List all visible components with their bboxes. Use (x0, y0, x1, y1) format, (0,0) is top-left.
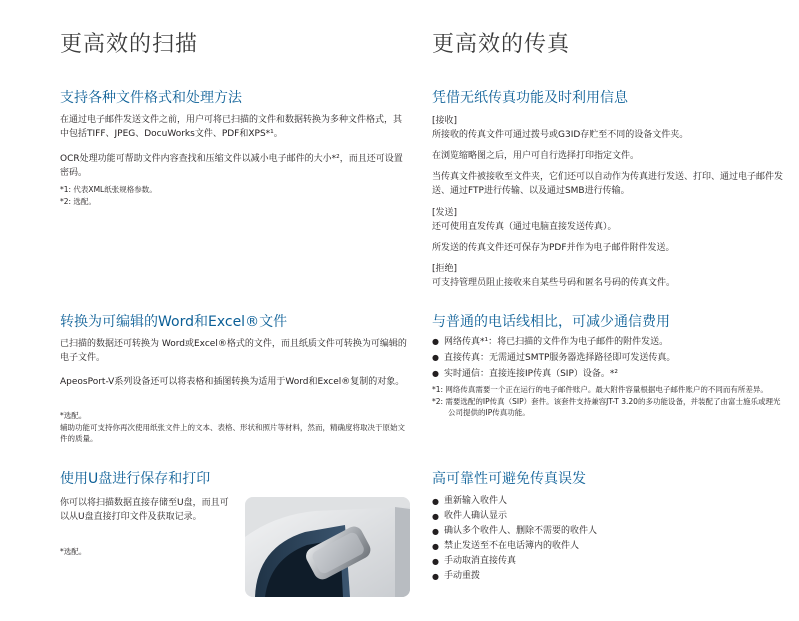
bracket-label-receive: [接收] (432, 116, 458, 126)
paragraph: 在浏览缩略图之后，用户可自行选择打印指定文件。 (432, 151, 640, 161)
list-item: ● 禁止发送至不在电话簿内的收件人 (432, 539, 782, 554)
paragraph: 你可以将扫描数据直接存储至U盘，而且可以从U盘直接打印文件及获取记录。 (60, 498, 229, 522)
paragraph: 当传真文件被接收至文件夹，它们还可以自动作为传真进行发送、打印、通过电子邮件发送、通过FTP进行传输、以及通过SMB进行传输。 (432, 172, 784, 196)
right-page-title: 更高效的传真 (432, 32, 571, 57)
list-item: ● 网络传真*¹：将已扫描的文件作为电子邮件的附件发送。 (432, 334, 782, 350)
bracket-label-send: [发送] (432, 208, 458, 218)
footnote: *选配。 (60, 411, 87, 420)
cost-footnotes (432, 384, 782, 419)
paragraph: 还可使用直发传真（通过电脑直接发送传真）。 (432, 222, 617, 232)
footnote: *1: 代表XML纸张规格参数。 (60, 185, 157, 194)
footnote: *1: 网络传真需要一个正在运行的电子邮件账户。最大附件容量根据电子邮件账户的不同而有所差异。 (432, 385, 768, 394)
section-heading-file-formats: 支持各种文件格式和处理方法 (60, 90, 242, 106)
paragraph: OCR处理功能可帮助文件内容查找和压缩文件以减小电子邮件的大小*²，而且还可设置密码。 (60, 154, 403, 178)
section-heading-reduce-cost: 与普通的电话线相比，可减少通信费用 (432, 314, 670, 330)
list-item: ● 手动取消直接传真 (432, 554, 782, 569)
footnote: *选配。 (60, 547, 87, 556)
paragraph: 所接收的传真文件可通过拨号或G3ID存贮至不同的设备文件夹。 (432, 130, 689, 140)
list-item: ● 重新输入收件人 (432, 494, 782, 509)
reliability-bullet-list (432, 494, 782, 584)
paragraph: 已扫描的数据还可转换为 Word或Excel®格式的文件，而且纸质文件可转换为可编辑的电子文件。 (60, 339, 407, 363)
section-heading-usb-save-print: 使用U盘进行保存和打印 (60, 471, 211, 487)
list-item: ● 收件人确认显示 (432, 509, 782, 524)
list-item: ● 直接传真：无需通过SMTP服务器选择路径即可发送传真。 (432, 350, 782, 366)
paragraph: 可支持管理员阻止接收来自某些号码和匿名号码的传真文件。 (432, 278, 676, 288)
bracket-label-reject: [拒绝] (432, 264, 458, 274)
left-page-title: 更高效的扫描 (60, 32, 199, 57)
section-heading-reliability: 高可靠性可避免传真误发 (432, 471, 586, 487)
footnote: *2: 选配。 (60, 197, 96, 206)
section-heading-paperless-fax: 凭借无纸传真功能及时利用信息 (432, 90, 628, 106)
list-item: ● 实时通信：直接连接IP传真（SIP）设备。*² (432, 366, 782, 382)
paragraph: 所发送的传真文件还可保存为PDF并作为电子邮件附件发送。 (432, 243, 675, 253)
footnote: 辅助功能可支持你再次使用纸张文件上的文本、表格、形状和照片等材料，然而，精确度将取决于原始文件的质量。 (60, 423, 405, 443)
list-item: ● 手动重拨 (432, 569, 782, 584)
cost-bullet-list (432, 334, 782, 382)
paragraph: ApeosPort-V系列设备还可以将表格和插图转换为适用于Word和Excel®复制的对象。 (60, 377, 405, 387)
usb-drive-photo (245, 497, 410, 597)
list-item: ● 确认多个收件人、删除不需要的收件人 (432, 524, 782, 539)
footnote: *2: 需要选配的IP传真（SIP）套件。该套件支持兼容JT-T 3.20的多功能设备，并装配了由富士施乐或理光公司提供的IP传真功能。 (432, 397, 781, 417)
section-heading-editable-word-excel: 转换为可编辑的Word和Excel®文件 (60, 314, 288, 330)
paragraph: 在通过电子邮件发送文件之前，用户可将已扫描的文件和数据转换为多种文件格式，其中包括TIFF、JPEG、DocuWorks文件、PDF和XPS*¹。 (60, 115, 403, 139)
